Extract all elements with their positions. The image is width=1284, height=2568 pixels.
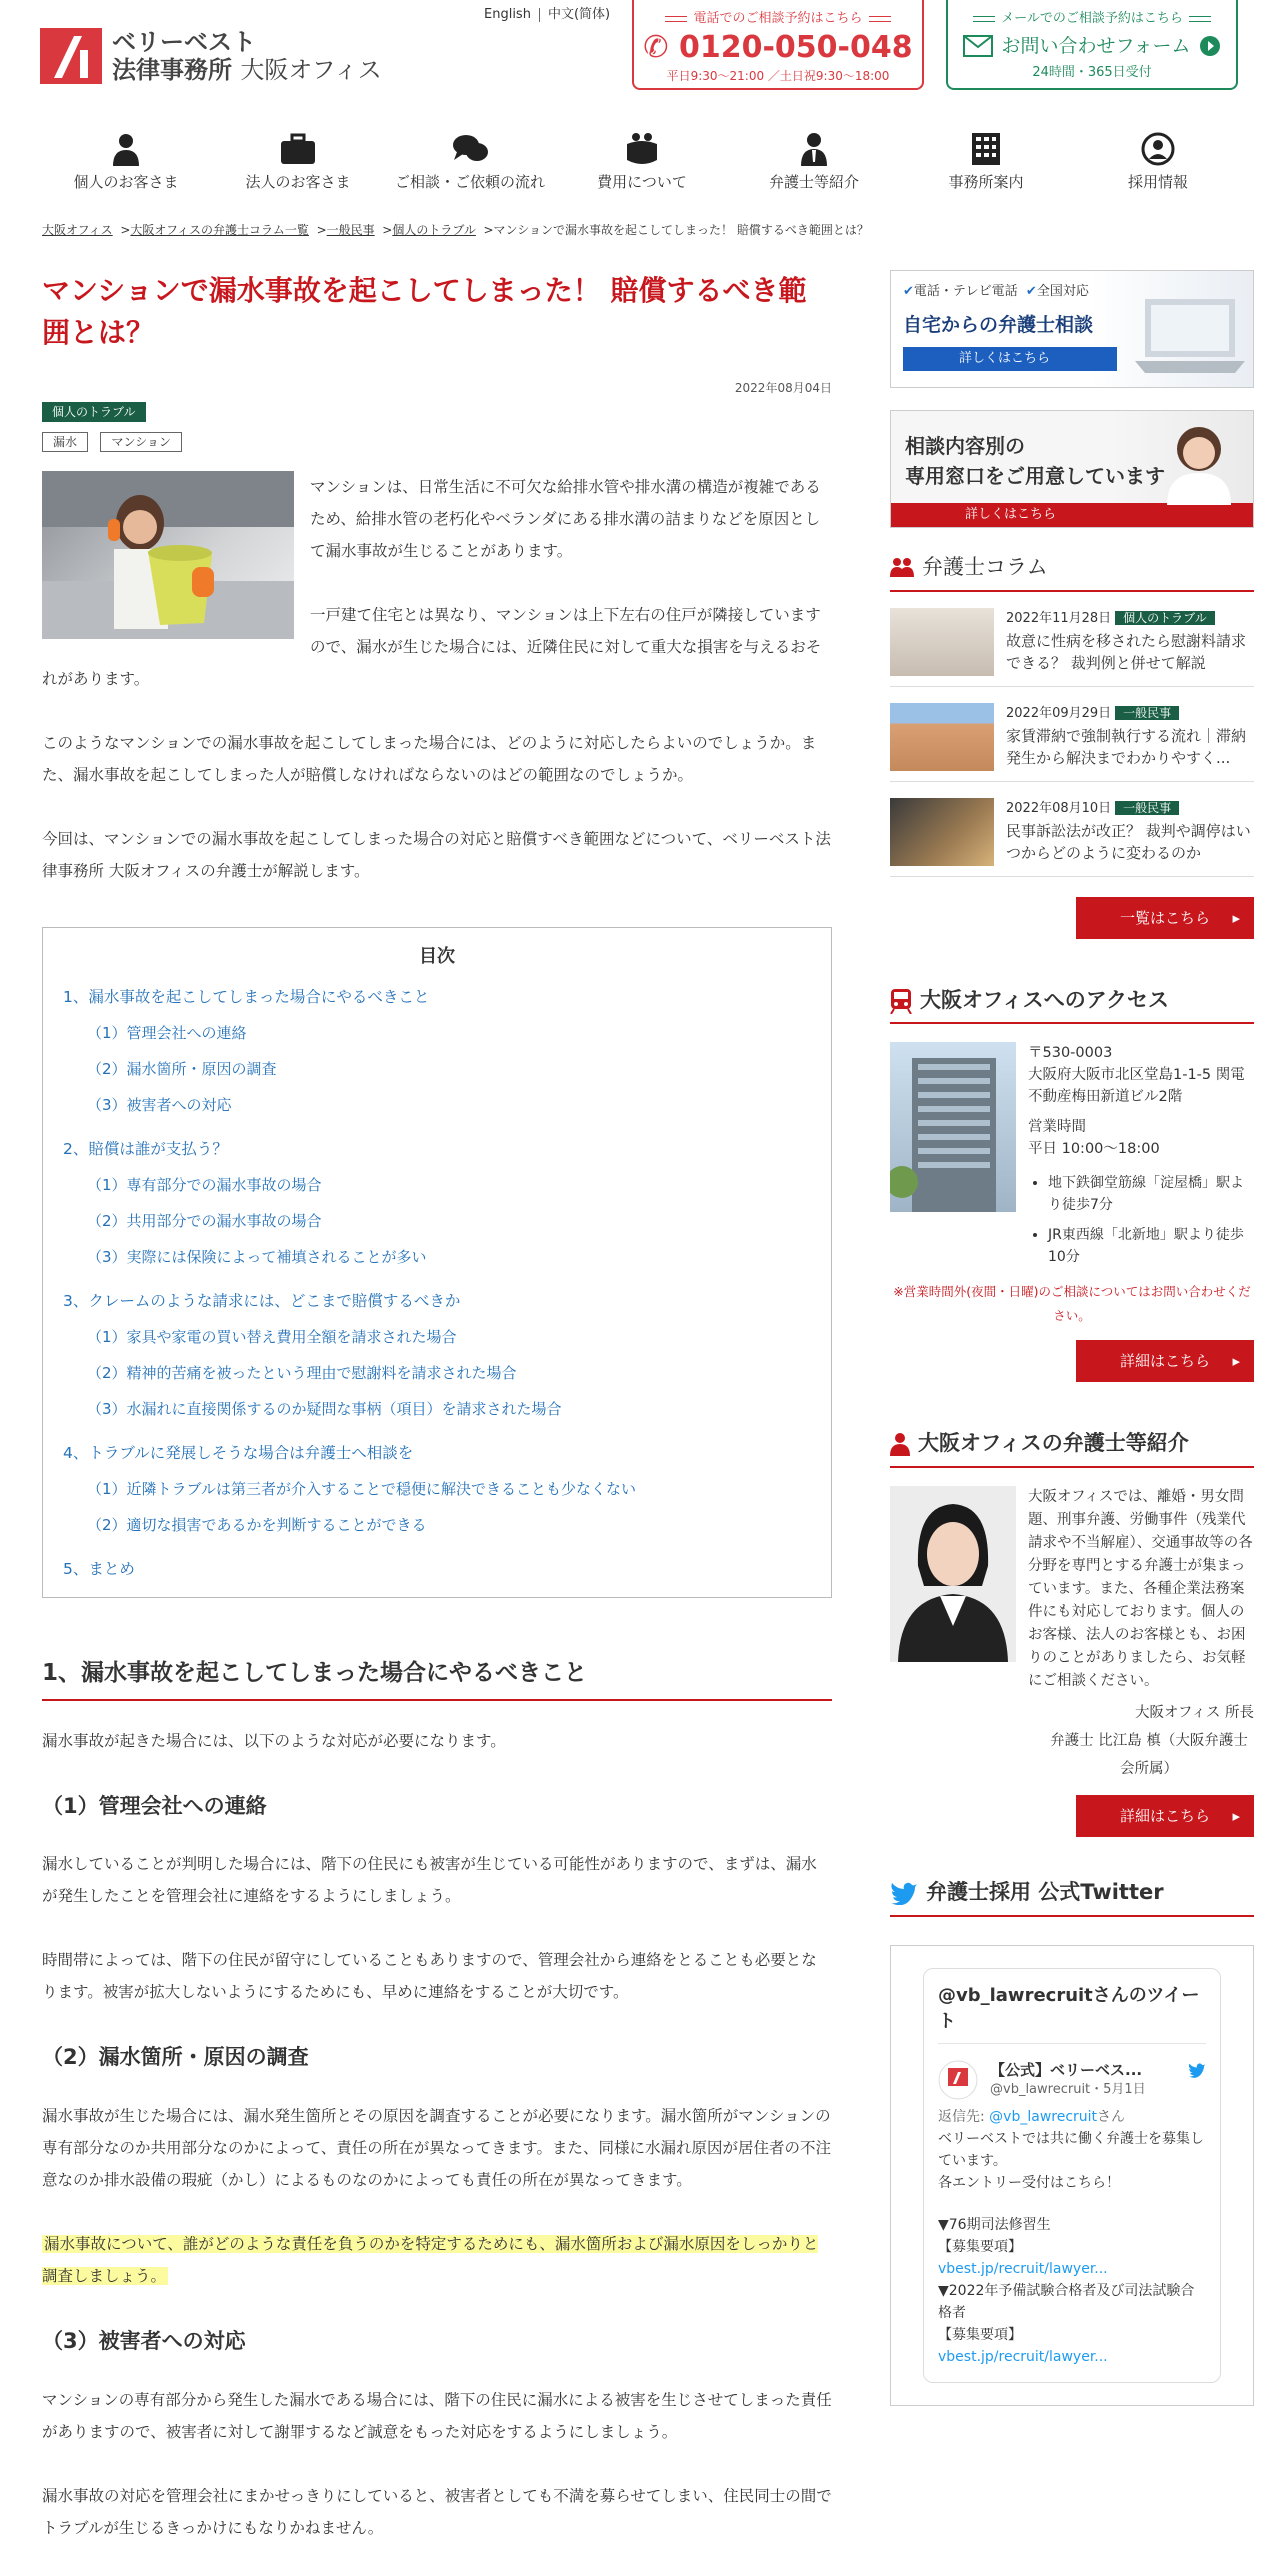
hours-label: 営業時間 — [1028, 1119, 1086, 1136]
recruit-icon — [1141, 132, 1175, 166]
highlighted-text: 漏水事故について、誰がどのような責任を負うのかを特定するためにも、漏水箇所および漏水原因をしっかりと調査しましょう。 — [42, 2235, 819, 2286]
tweet-handle-date: @vb_lawrecruit・5月1日 — [990, 2081, 1146, 2097]
column-thumbnail — [890, 798, 994, 866]
tweet-card — [923, 1968, 1221, 2383]
banner2-title1: 相談内容別の — [905, 434, 1025, 458]
lawyer-section-heading — [890, 1426, 1254, 1468]
tag-mansion[interactable]: マンション — [100, 432, 181, 452]
column-section-heading — [890, 550, 1254, 592]
column-item[interactable] — [890, 782, 1254, 877]
nav-label: 費用について — [597, 173, 687, 191]
column-date: 2022年11月28日 — [1006, 610, 1112, 626]
intro-paragraph: このようなマンションでの漏水事故を起こしてしまった場合には、どのように対応したらよいのでしょうか。また、漏水事故を起こしてしまった人が賠償しなければならないのはどの範囲なのでしょうか。 — [42, 733, 817, 784]
twitter-section-heading — [890, 1875, 1254, 1917]
access-title: 大阪オフィスへのアクセス — [920, 987, 1170, 1012]
table-of-contents — [42, 927, 832, 1598]
nav-label: 事務所案内 — [948, 173, 1024, 191]
tweet-text: ベリーベストでは共に働く弁護士を募集しています。 — [938, 2130, 1204, 2169]
lawyer-name: 弁護士 比江島 槙（大阪弁護士会所属） — [1050, 1733, 1248, 1778]
phone-icon: ✆ — [643, 30, 669, 66]
lawyer-title: 大阪オフィスの弁護士等紹介 — [918, 1431, 1189, 1456]
site-header — [0, 0, 1284, 200]
breadcrumb-civil[interactable]: 一般民事 — [326, 223, 375, 237]
breadcrumb-current: マンションで漏水事故を起こしてしまった！ 賠償するべき範囲とは？ — [493, 223, 869, 237]
paragraph: 漏水事故の対応を管理会社にまかせっきりにしていると、被害者としても不満を募らせてしまい、住民同士の間でトラブルが生じるきっかけにもなりかねません。 — [42, 2486, 832, 2537]
briefcase-icon — [279, 132, 317, 166]
column-date: 2022年08月10日 — [1006, 800, 1112, 816]
banner2-title2: 専用窓口をご用意しています — [905, 464, 1165, 488]
column-title: 故意に性病を移されたら慰謝料請求できる？ 裁判例と併せて解説 — [1006, 631, 1247, 672]
chat-icon — [451, 132, 489, 166]
nav-corporate[interactable] — [212, 132, 384, 196]
access-info — [890, 1042, 1254, 1268]
toc-sublink[interactable]: （1）管理会社への連絡 — [87, 1023, 247, 1042]
mail-hours: 24時間・365日受付 — [1032, 65, 1152, 81]
tweet-feed-title[interactable]: @vb_lawrecruitさんのツイート — [938, 1983, 1206, 2044]
twitter-title: 弁護士採用 公式Twitter — [926, 1880, 1164, 1905]
people-icon — [890, 557, 914, 579]
mail-label: メールでのご相談予約はこちら — [948, 8, 1236, 30]
intro — [42, 471, 832, 887]
home-consult-banner[interactable] — [890, 270, 1254, 388]
toc-link[interactable]: 2、賠償は誰が支払う？ — [63, 1139, 228, 1158]
tweet-text: ▼2022年予備試験合格者及び司法試験合格者 — [938, 2282, 1195, 2321]
dedicated-desk-banner[interactable] — [890, 410, 1254, 528]
phone-contact-box[interactable] — [632, 0, 924, 90]
toc-sublink[interactable]: （3）水漏れに直接関係するのか疑問な事柄（項目）を請求された場合 — [87, 1399, 562, 1418]
column-thumbnail — [890, 608, 994, 676]
lang-english[interactable]: English — [484, 7, 531, 22]
lawyer-description: 大阪オフィスでは、離婚・男女問題、刑事弁護、労働事件（残業代請求や不当解雇）、交通事故等の各分野を専門とする弁護士が集まっています。また、各種企業法務案件にも対応しております。個人のお客様、法人のお客様とも、お困りのことがありましたら、お気軽にご相談ください。 — [1028, 1489, 1253, 1690]
check-icon: ✔ — [1025, 284, 1037, 299]
check-icon: ✔ — [903, 284, 914, 299]
article-photo — [42, 471, 294, 639]
section-heading: 1、漏水事故を起こしてしまった場合にやるべきこと — [42, 1654, 832, 1701]
operator-illustration — [1149, 415, 1245, 505]
train-icon — [890, 988, 912, 1014]
site-logo[interactable] — [40, 28, 382, 84]
twitter-bird-icon — [890, 1881, 918, 1905]
article — [42, 270, 832, 2568]
column-item[interactable] — [890, 687, 1254, 782]
column-date: 2022年09月29日 — [1006, 705, 1112, 721]
intro-paragraph: 今回は、マンションでの漏水事故を起こしてしまった場合の対応と賠償すべき範囲などについて、ベリーベスト法律事務所 大阪オフィスの弁護士が解説します。 — [42, 829, 831, 880]
lawyer-icon — [797, 132, 831, 166]
tweet-link[interactable]: vbest.jp/recruit/lawyer... — [938, 2348, 1108, 2365]
intro-paragraph: マンションは、日常生活に不可欠な給排水管や排水溝の構造が複雑であるため、給排水管の老朽化やベランダにある排水溝の詰まりなどを原因として漏水事故が生じることがあります。 — [310, 477, 821, 560]
banner2-button: 詳しくはこちら — [891, 503, 1254, 527]
breadcrumb-personal[interactable]: 個人のトラブル — [392, 223, 476, 237]
toc-link[interactable]: 1、漏水事故を起こしてしまった場合にやるべきこと — [63, 987, 430, 1006]
post-date: 2022年08月04日 — [734, 381, 832, 395]
tweet-reply-prefix: 返信先: — [938, 2108, 990, 2125]
tweet-text: 【募集要項】 — [938, 2238, 1022, 2255]
address: 大阪府大阪市北区堂島1-1-5 関電不動産梅田新道ビル2階 — [1028, 1067, 1245, 1106]
business-hours: 平日 10:00～18:00 — [1028, 1141, 1160, 1158]
breadcrumb: 大阪オフィス >大阪オフィスの弁護士コラム一覧 >一般民事 >個人のトラブル >マンションで漏水事故を起こしてしまった！ 賠償するべき範囲とは？ — [42, 223, 869, 237]
nav-label: 弁護士等紹介 — [768, 173, 859, 191]
toc-sublink[interactable]: （1）家具や家電の買い替え費用全額を請求された場合 — [87, 1327, 457, 1346]
sidebar — [890, 270, 1254, 2406]
toc-title: 目次 — [419, 945, 455, 967]
building-photo — [890, 1042, 1016, 1212]
subsection-heading: （3）被害者への対応 — [42, 2329, 246, 2354]
access-route: • 地下鉄御堂筋線「淀屋橋」駅より徒歩7分 — [1048, 1172, 1254, 1216]
column-category: 個人のトラブル — [1115, 611, 1215, 625]
purse-icon — [623, 132, 661, 166]
column-category: 一般民事 — [1115, 801, 1179, 815]
access-section-heading — [890, 983, 1254, 1025]
laptop-illustration — [1135, 279, 1245, 379]
mail-contact-box[interactable] — [946, 0, 1238, 90]
tag-leak[interactable]: 漏水 — [42, 432, 88, 452]
tweet-text: ▼76期司法修習生 — [938, 2216, 1051, 2233]
subsection-heading: （1）管理会社への連絡 — [42, 1793, 267, 1818]
tel-hours: 平日9:30〜21:00 ／土日祝9:30〜18:00 — [666, 69, 890, 84]
envelope-icon — [963, 35, 993, 57]
person-icon — [109, 132, 143, 166]
toc-sublink[interactable]: （2）漏水箇所・原因の調査 — [87, 1059, 277, 1078]
access-more-button[interactable]: 詳細はこちら ▸ — [1076, 1340, 1254, 1382]
logo-line2: 法律事務所 — [112, 56, 232, 84]
breadcrumb-column-list[interactable]: 大阪オフィスの弁護士コラム一覧 — [130, 223, 309, 237]
toc-link[interactable]: 3、クレームのような請求には、どこまで賠償するべきか — [63, 1291, 461, 1310]
nav-lawyers[interactable] — [728, 132, 900, 196]
lawyer-photo — [890, 1486, 1016, 1662]
section-lead: 漏水事故が起きた場合には、以下のような対応が必要になります。 — [42, 1731, 506, 1750]
page-title: マンションで漏水事故を起こしてしまった！ 賠償するべき範囲とは？ — [42, 274, 807, 349]
nav-recruit[interactable] — [1072, 132, 1244, 196]
toc-sublink[interactable]: （2）共用部分での漏水事故の場合 — [87, 1211, 322, 1230]
lawyer-more-button[interactable]: 詳細はこちら ▸ — [1076, 1795, 1254, 1837]
tweet-text: 【募集要項】 — [938, 2326, 1022, 2343]
language-switcher — [484, 8, 618, 22]
building-icon — [970, 132, 1002, 166]
mail-form-label: お問い合わせフォーム — [1001, 35, 1191, 58]
paragraph: マンションの専有部分から発生した漏水である場合には、階下の住民に漏水による被害を生じさせてしまった責任がありますので、被害者に対して謝罪するなど誠意をもった対応をするようにしましょう。 — [42, 2390, 832, 2441]
twitter-embed — [890, 1945, 1254, 2406]
tag-list — [42, 431, 832, 455]
access-note: ※営業時間外(夜間・日曜)のご相談についてはお問い合わせください。 — [893, 1284, 1251, 1324]
tweet-reply-suffix: さん — [1097, 2108, 1126, 2125]
zip-code: 〒530-0003 — [1028, 1045, 1113, 1062]
intro-paragraph: 一戸建て住宅とは異なり、マンションは上下左右の住戸が隣接していますので、漏水が生じた場合には、近隣住民に対して重大な損害を与えるおそれがあります。 — [42, 605, 822, 688]
paragraph: 漏水事故が生じた場合には、漏水発生箇所とその原因を調査することが必要になります。漏水箇所がマンションの専有部分なのか共用部分なのかによって、責任の所在が異なってきます。また、同様に水漏れ原因が居住者の不注意なのか排水設備の瑕疵（かし）によるものなのかによっても責任の所在が異なってきます。 — [42, 2107, 831, 2190]
tel-label: 電話でのご相談予約はこちら — [634, 8, 922, 30]
tweet-reply-link[interactable]: @vb_lawrecruit — [989, 2108, 1098, 2125]
tweet-account-name[interactable]: 【公式】ベリーベス... — [990, 2060, 1143, 2079]
banner-button: 詳しくはこちら — [903, 347, 1117, 371]
toc-link[interactable]: 5、まとめ — [63, 1559, 135, 1578]
global-nav — [40, 132, 1244, 196]
nav-flow[interactable] — [384, 132, 556, 196]
toc-sublink[interactable]: （1）近隣トラブルは第三者が介入することで穏便に解決できることも少なくない — [87, 1479, 636, 1498]
access-route: • JR東西線「北新地」駅より徒歩10分 — [1048, 1224, 1254, 1268]
lawyer-icon — [890, 1432, 910, 1456]
banner-title: 自宅からの弁護士相談 — [903, 314, 1094, 336]
column-more-button[interactable]: 一覧はこちら ▸ — [1076, 897, 1254, 939]
nav-label: ご相談・ご依頼の流れ — [394, 173, 545, 191]
lawyer-info — [890, 1486, 1254, 1693]
toc-sublink[interactable]: （3）実際には保険によって補填されることが多い — [87, 1247, 427, 1266]
arrow-circle-icon — [1199, 35, 1221, 57]
toc-sublink[interactable]: （2）精神的苦痛を被ったという理由で慰謝料を請求された場合 — [87, 1363, 517, 1382]
nav-label: 採用情報 — [1127, 173, 1188, 191]
paragraph: 漏水していることが判明した場合には、階下の住民にも被害が生じている可能性がありますので、まずは、漏水が発生したことを管理会社に連絡をするようにしましょう。 — [42, 1855, 817, 1906]
nav-individual[interactable] — [40, 132, 212, 196]
column-item[interactable] — [890, 592, 1254, 687]
paragraph: 時間帯によっては、階下の住民が留守にしていることもありますので、管理会社から連絡をとることも必要となります。被害が拡大しないようにするためにも、早めに連絡をすることが大切です。 — [42, 1951, 817, 2002]
twitter-bird-icon — [1188, 2062, 1206, 2078]
nav-office[interactable] — [900, 132, 1072, 196]
column-title: 家賃滞納で強制執行する流れ｜滞納発生から解決までわかりやすく... — [1006, 726, 1247, 767]
tweet-link[interactable]: vbest.jp/recruit/lawyer... — [938, 2260, 1108, 2277]
column-title: 民事訴訟法が改正？ 裁判や調停はいつからどのように変わるのか — [1006, 821, 1251, 862]
toc-link[interactable]: 4、トラブルに発展しそうな場合は弁護士へ相談を — [63, 1443, 414, 1462]
column-category: 一般民事 — [1115, 706, 1179, 720]
column-title: 弁護士コラム — [922, 555, 1048, 579]
toc-sublink[interactable]: （3）被害者への対応 — [87, 1095, 232, 1114]
lang-chinese[interactable]: 中文(简体) — [539, 8, 618, 22]
category-badge[interactable]: 個人のトラブル — [42, 402, 146, 422]
banner-check2: 全国対応 — [1036, 284, 1089, 299]
banner-check1: 電話・テレビ電話 — [913, 284, 1018, 299]
lawyer-role: 大阪オフィス 所長 — [1134, 1705, 1254, 1722]
account-avatar-icon — [938, 2060, 978, 2100]
nav-label: 法人のお客さま — [245, 173, 351, 191]
toc-sublink[interactable]: （2）適切な損害であるかを判断することができる — [87, 1515, 427, 1534]
logo-office: 大阪オフィス — [240, 56, 382, 84]
tweet-text: 各エントリー受付はこちら！ — [938, 2174, 1120, 2191]
breadcrumb-office[interactable]: 大阪オフィス — [42, 223, 113, 237]
logo-mark-icon — [40, 28, 102, 84]
column-thumbnail — [890, 703, 994, 771]
nav-fees[interactable] — [556, 132, 728, 196]
logo-line1: ベリーベスト — [112, 28, 256, 56]
tel-number: 0120-050-048 — [678, 30, 913, 66]
toc-sublink[interactable]: （1）専有部分での漏水事故の場合 — [87, 1175, 322, 1194]
subsection-heading: （2）漏水箇所・原因の調査 — [42, 2045, 309, 2070]
nav-label: 個人のお客さま — [73, 173, 179, 191]
